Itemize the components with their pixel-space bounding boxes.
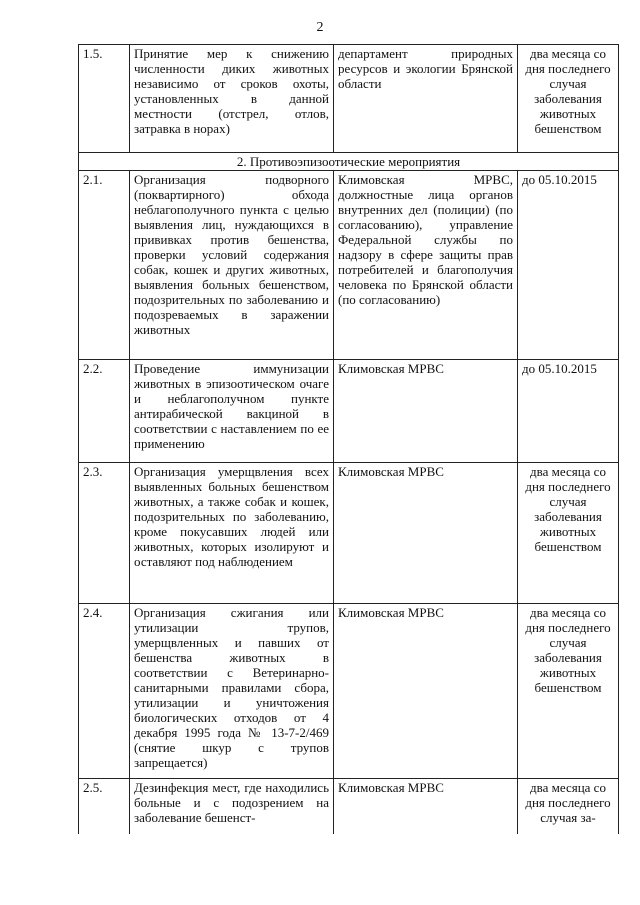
row-number: 2.2. [79,360,130,463]
term-cell: два месяца со дня последнего случая заболевания животных бешенством [518,45,619,153]
row-number: 2.5. [79,779,130,834]
term-cell: два месяца со дня последнего случая заболевания животных бешенством [518,604,619,779]
action-cell: Организация сжигания или утилизации трупов, умерщвленных и павших от бешенства животных в соответствии с Ветеринарно-санитарными правилами сбора, утилизации и уничтожения биологических отходов от 4 декабря 1995 года № 13-7-2/469 (снятие шкур с трупов запрещается) [130,604,334,779]
responsible-cell: Климовская МРВС [334,463,518,604]
row-number: 2.4. [79,604,130,779]
table-row [79,45,619,153]
section-title: 2. Противоэпизоотические мероприятия [79,153,619,171]
measures-table [78,44,619,834]
table-row [79,779,619,834]
responsible-cell: департамент природных ресурсов и экологии Брянской области [334,45,518,153]
term-cell: до 05.10.2015 [518,360,619,463]
responsible-cell: Климовская МРВС [334,604,518,779]
table-row [79,463,619,604]
action-cell: Принятие мер к снижению численности диких животных независимо от сроков охоты, установленных в данной местности (отстрел, отлов, затравка в норах) [130,45,334,153]
action-cell: Дезинфекция мест, где находились больные и с подозрением на заболевание бешенст- [130,779,334,834]
row-number: 2.1. [79,171,130,360]
row-number: 2.3. [79,463,130,604]
section-row [79,153,619,171]
action-cell: Организация подворного (поквартирного) обхода неблагополучного пункта с целью выявления лиц, нуждающихся в прививках против бешенства, проверки условий содержания собак, кошек и других животных, выявления больных бешенством, подозрительных по заболеванию и подозреваемых в заражении животных [130,171,334,360]
term-cell: два месяца со дня последнего случая заболевания животных бешенством [518,463,619,604]
page-number: 2 [316,20,324,35]
responsible-cell: Климовская МРВС, должностные лица органов внутренних дел (полиции) (по согласованию), управление Федеральной службы по надзору в сфере защиты прав потребителей и благополучия человека по Брянской области (по согласованию) [334,171,518,360]
row-number: 1.5. [79,45,130,153]
table-row [79,360,619,463]
table-row [79,604,619,779]
responsible-cell: Климовская МРВС [334,779,518,834]
term-cell: два месяца со дня последнего случая за- [518,779,619,834]
action-cell: Проведение иммунизации животных в эпизоотическом очаге и неблагополучном пункте антирабической вакциной в соответствии с наставлением по ее применению [130,360,334,463]
action-cell: Организация умерщвления всех выявленных больных бешенством животных, а также собак и кошек, подозрительных по заболеванию, кроме покусавших людей или животных, которых изолируют и оставляют под наблюдением [130,463,334,604]
table-row [79,171,619,360]
term-cell: до 05.10.2015 [518,171,619,360]
responsible-cell: Климовская МРВС [334,360,518,463]
